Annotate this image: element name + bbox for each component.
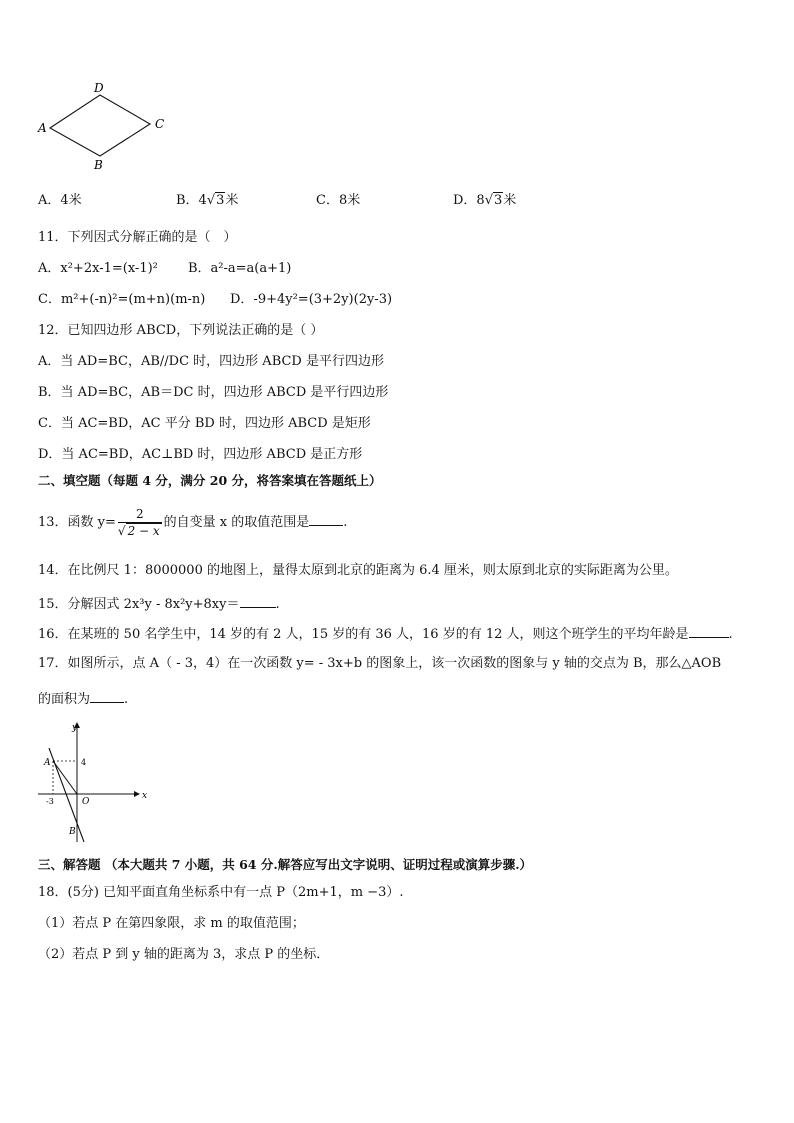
segment-AO — [53, 761, 77, 794]
label-A: A — [44, 758, 51, 768]
q18-part2: （2）若点 P 到 y 轴的距离为 3，求点 P 的坐标． — [38, 947, 330, 962]
q11-option-a: A．x²+2x-1=(x-1)² — [38, 261, 158, 276]
q12-option-b: B．当 AD=BC，AB＝DC 时，四边形 ABCD 是平行四边形 — [38, 385, 389, 400]
q13-prefix: 13．函数 y= — [38, 515, 116, 530]
q15-end: . — [275, 597, 280, 612]
section-3-title: 三、解答题 （本大题共 7 小题，共 64 分.解答应写出文字说明、证明过程或演算步骤.） — [38, 857, 533, 872]
q15-answer-blank[interactable] — [240, 593, 276, 608]
q16-end: . — [728, 627, 733, 642]
q13-fraction — [118, 507, 162, 539]
q10-option-b-radicand: 3 — [216, 193, 225, 208]
label-A: A — [38, 121, 47, 135]
q14: 14．在比例尺 1：8000000 的地图上，量得太原到北京的距离为 6.4 厘米，则太原到北京的实际距离为公里。 — [38, 563, 678, 578]
q10-option-b-unit: 米 — [225, 193, 239, 208]
q16 — [38, 623, 733, 644]
q17-text: 的面积为 — [38, 692, 91, 707]
q17-end: . — [124, 692, 129, 707]
label-D: D — [94, 81, 104, 95]
label-B: B — [69, 827, 76, 837]
q17-line1: 17．如图所示，点 A（ - 3，4）在一次函数 y= - 3x+b 的图象上，该一次函数的图象与 y 轴的交点为 B，那么△AOB — [38, 656, 722, 671]
q12-option-a: A．当 AD=BC，AB//DC 时，四边形 ABCD 是平行四边形 — [38, 354, 384, 369]
x-axis-arrow — [134, 791, 140, 797]
q12-stem: 12．已知四边形 ABCD，下列说法正确的是（ ） — [38, 323, 324, 338]
q12-option-d: D．当 AC=BD，AC⊥BD 时，四边形 ABCD 是正方形 — [38, 447, 363, 462]
rhombus-figure — [30, 78, 180, 174]
q11-stem: 11．下列因式分解正确的是（ ） — [38, 230, 237, 245]
q11-option-b: B．a²-a=a(a+1) — [188, 261, 292, 276]
q13-text: 的自变量 x 的取值范围是 — [163, 515, 310, 530]
q10-option-c: C．8米 — [316, 193, 361, 208]
sqrt-sign: √3 — [484, 193, 503, 208]
q13-radicand: 2 − x — [127, 523, 160, 538]
q17-answer-blank[interactable] — [90, 688, 124, 703]
label-O: O — [82, 797, 90, 807]
q13-end: . — [343, 515, 348, 530]
q18-stem: 18．(5分) 已知平面直角坐标系中有一点 P（2m+1，m −3）. — [38, 885, 404, 900]
q13-answer-blank[interactable] — [309, 511, 343, 526]
q16-text: 16．在某班的 50 名学生中，14 岁的有 2 人，15 岁的有 36 人，16 岁的有 12 人，则这个班学生的平均年龄是 — [38, 627, 689, 642]
q17-line2 — [38, 688, 128, 709]
q10-option-d-unit: 米 — [503, 193, 517, 208]
section-2-title: 二、填空题（每题 4 分，满分 20 分，将答案填在答题纸上） — [38, 473, 382, 488]
q11-option-d: D．-9+4y²=(3+2y)(2y-3) — [230, 292, 393, 307]
sqrt-sign: √3 — [206, 193, 225, 208]
label-y: y — [72, 723, 78, 733]
label-x: x — [142, 791, 148, 801]
label-C: C — [155, 117, 165, 131]
q16-answer-blank[interactable] — [689, 623, 729, 638]
q10-option-d-prefix: D．8 — [453, 193, 485, 208]
q10-option-d — [453, 192, 516, 210]
q15 — [38, 593, 280, 614]
rhombus-shape — [50, 95, 150, 156]
q11-option-c: C．m²+(-n)²=(m+n)(m-n) — [38, 292, 206, 307]
label-neg3: -3 — [46, 797, 54, 806]
q10-option-b-prefix: B．4 — [176, 193, 207, 208]
q18-part1: （1）若点 P 在第四象限，求 m 的取值范围； — [38, 916, 305, 931]
label-4: 4 — [81, 758, 87, 767]
q17-coordinate-figure — [36, 718, 156, 846]
label-B: B — [94, 158, 103, 172]
q13 — [38, 502, 347, 544]
q13-denominator: √ 2 − x — [117, 523, 160, 538]
q10-option-b — [176, 192, 238, 210]
q10-option-d-radicand: 3 — [494, 193, 503, 208]
q10-option-a: A．4米 — [38, 193, 82, 208]
q15-text: 15．分解因式 2x³y - 8x²y+8xy＝ — [38, 597, 240, 612]
q13-numerator: 2 — [118, 507, 162, 523]
q12-option-c: C．当 AC=BD，AC 平分 BD 时，四边形 ABCD 是矩形 — [38, 416, 371, 431]
